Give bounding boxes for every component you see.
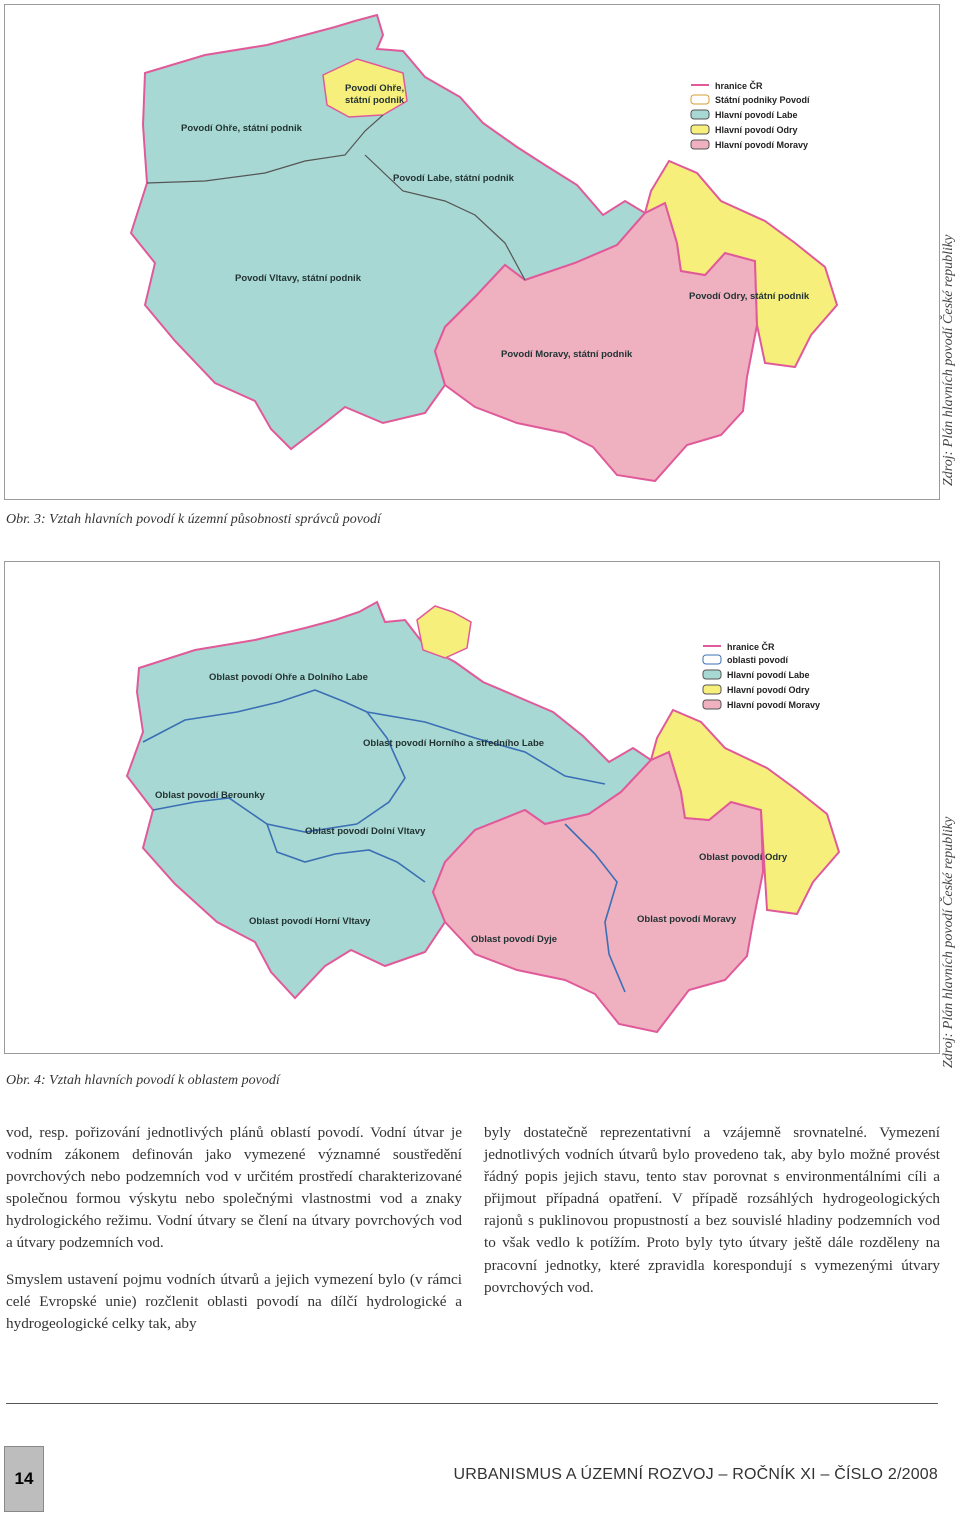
text-column-left	[6, 1122, 462, 1349]
region-label-morava: Oblast povodí Moravy	[637, 914, 737, 925]
region-label-odra: Povodí Odry, státní podnik	[689, 291, 810, 302]
legend-item: Hlavní povodí Moravy	[727, 700, 821, 710]
region-label-ohre-dolni-labe: Oblast povodí Ohře a Dolního Labe	[209, 672, 368, 683]
figure-caption-3: Obr. 3: Vztah hlavních povodí k územní působnosti správců povodí	[6, 512, 381, 527]
legend-item: Státní podniky Povodí	[715, 95, 810, 105]
legend-item: Hlavní povodí Odry	[715, 125, 798, 135]
paragraph: vod, resp. pořizování jednotlivých plánů oblastí povodí. Vodní útvar je vodním zákonem definován jako vymezené významné soustředění povrchových nebo podzemních vod v určitém prostředí charakterizované společnou formou výskytu nebo společnými vlastnostmi vod a znaky hydrologického režimu. Vodní útvary se člení na útvary povrchových vod a útvary podzemních vod.	[6, 1124, 462, 1252]
legend-swatch-podniky	[691, 95, 709, 104]
map-3-svg	[5, 5, 939, 499]
source-note-1: Zdroj: Plán hlavních povodí České republiky	[941, 234, 956, 486]
page-number: 14	[4, 1446, 44, 1512]
journal-title: URBANISMUS A ÚZEMNÍ ROZVOJ – ROČNÍK XI – ČÍSLO 2/2008	[453, 1466, 938, 1483]
region-label-ohre: Povodí Ohře, státní podnik	[181, 123, 302, 134]
region-label-labe: Povodí Labe, státní podnik	[393, 173, 514, 184]
source-note-2: Zdroj: Plán hlavních povodí České republiky	[941, 816, 956, 1068]
legend-swatch-odra	[703, 685, 721, 694]
legend-item: Hlavní povodí Labe	[727, 670, 810, 680]
legend-item: hranice ČR	[715, 81, 763, 91]
region-label-odra: Oblast povodí Odry	[699, 852, 788, 863]
legend-item: oblasti povodí	[727, 655, 789, 665]
legend-swatch-labe	[703, 670, 721, 679]
legend-swatch-labe	[691, 110, 709, 119]
map-3-legend	[691, 80, 810, 150]
figure-caption-4: Obr. 4: Vztah hlavních povodí k oblastem povodí	[6, 1073, 280, 1088]
region-label-berounka: Oblast povodí Berounky	[155, 790, 265, 801]
legend-item: hranice ČR	[727, 642, 775, 652]
legend-item: Hlavní povodí Moravy	[715, 140, 809, 150]
footer-divider	[6, 1403, 938, 1404]
legend-swatch-odra	[691, 125, 709, 134]
north-small-basin	[417, 606, 471, 658]
legend-swatch-oblasti	[703, 655, 721, 664]
paragraph: Smyslem ustavení pojmu vodních útvarů a jejich vymezení bylo (v rámci celé Evropské unie) rozčlenit oblasti povodí na dílčí hydrologické a hydrogeologické celky tak, aby	[6, 1270, 462, 1332]
region-label-morava: Povodí Moravy, státní podnik	[501, 349, 633, 360]
region-label-vltava: Povodí Vltavy, státní podnik	[235, 273, 361, 284]
text-column-right	[484, 1122, 940, 1313]
paragraph: byly dostatečně reprezentativní a vzájemně srovnatelné. Vymezení jednotlivých vodních útvarů bylo provedeno tak, aby bylo možné provést řádný popis jejich stavu, tento stav porovnat s environmentálními cíli a přijmout případná opatření. V případě rozsáhlých hydrogeologických rajonů s puklinovou propustností a bez souvislé hladiny podzemních vod to však vedlo k potížím. Proto byly tyto útvary ještě dále rozděleny na pracovní jednotky, které zpravidla korespondují s vymezenými útvary povrchových vod.	[484, 1124, 940, 1296]
legend-item: Hlavní povodí Labe	[715, 110, 798, 120]
region-label-dolni-vltava: Oblast povodí Dolní Vltavy	[305, 826, 426, 837]
region-label-horni-vltava: Oblast povodí Horní Vltavy	[249, 916, 371, 927]
map-4-legend	[703, 641, 820, 710]
region-label-ohre-small: Povodí Ohře, státní podnik	[345, 83, 405, 106]
map-figure-4	[4, 561, 940, 1054]
region-label-dyje: Oblast povodí Dyje	[471, 934, 558, 945]
region-label-horni-stredni-labe: Oblast povodí Horního a středního Labe	[363, 738, 545, 749]
legend-item: Hlavní povodí Odry	[727, 685, 810, 695]
map-figure-3	[4, 4, 940, 500]
legend-swatch-morava	[691, 140, 709, 149]
legend-swatch-morava	[703, 700, 721, 709]
map-4-svg	[5, 562, 939, 1053]
